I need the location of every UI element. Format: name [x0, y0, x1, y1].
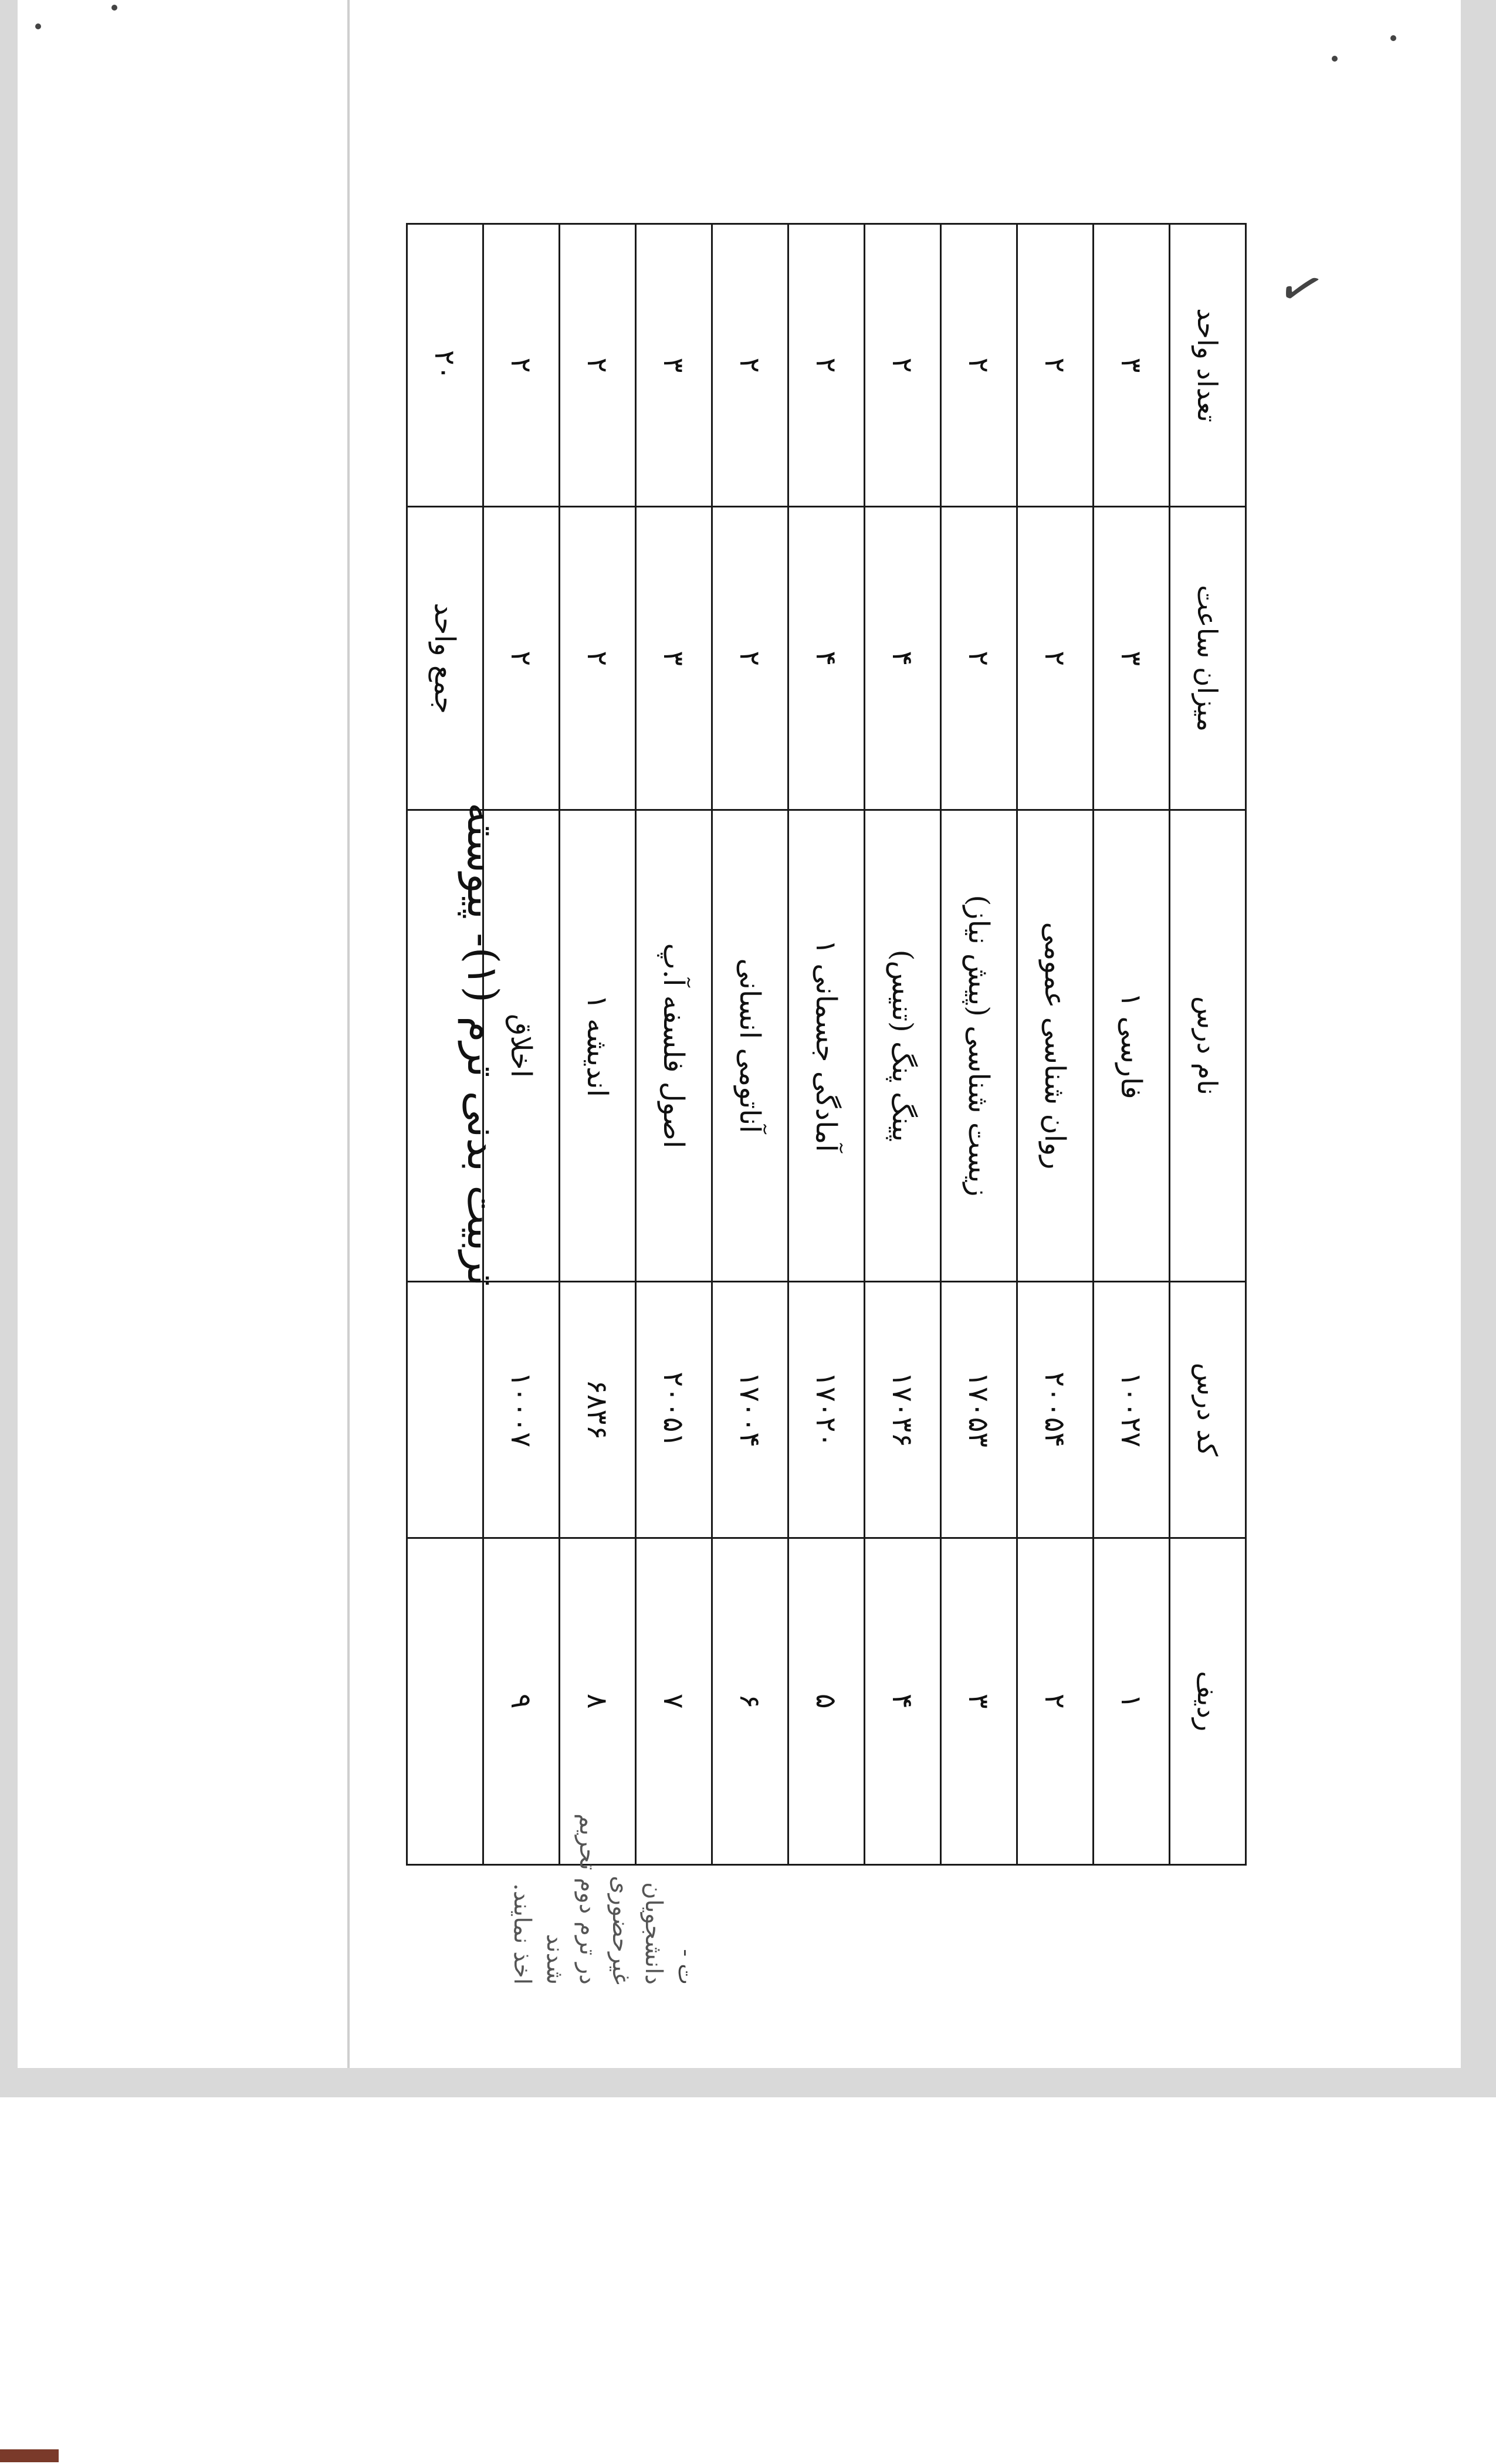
cell-row-number: ۹	[483, 1538, 560, 1864]
cell-course-name: آمادگی جسمانی ۱	[788, 810, 865, 1281]
cell-hours: ۲	[1017, 507, 1094, 810]
cell-units: ۳	[636, 224, 712, 507]
cell-hours: ۴	[788, 507, 865, 810]
table-row	[712, 224, 788, 1865]
header-hours: میزان ساعت	[1170, 507, 1246, 810]
cell-row-number: ۷	[636, 1538, 712, 1864]
course-table	[406, 223, 1247, 1866]
cell-units: ۲	[712, 224, 788, 507]
cell-units: ۲	[788, 224, 865, 507]
cell-course-code: ۲۰۰۵۱	[636, 1281, 712, 1538]
cell-row-number: ۵	[788, 1538, 865, 1864]
handwritten-note-line: در ترم دوم تحریم شدند	[541, 1813, 601, 1985]
cell-units: ۲	[483, 224, 560, 507]
cell-hours: ۲	[941, 507, 1017, 810]
cell-course-name: روان شناسی عمومی	[1017, 810, 1094, 1281]
cell-units: ۳	[1094, 224, 1170, 507]
header-units: تعداد واحد	[1170, 224, 1246, 507]
header-course-code: کد درس	[1170, 1281, 1246, 1538]
table-header-row	[1170, 224, 1246, 1865]
table-row	[560, 224, 636, 1865]
cell-course-code: ۱۷۰۰۴	[712, 1281, 788, 1538]
total-units-label: جمع واحد	[407, 507, 483, 810]
header-row-number: ردیف	[1170, 1538, 1246, 1864]
table-row	[636, 224, 712, 1865]
scan-speck	[111, 5, 117, 11]
total-units-value: ۲۰	[407, 224, 483, 507]
cell-row-number: ۳	[941, 1538, 1017, 1864]
cell-hours: ۳	[636, 507, 712, 810]
cell-hours: ۲	[712, 507, 788, 810]
footer-strip	[0, 2449, 59, 2462]
cell-row-number: ۲	[1017, 1538, 1094, 1864]
cell-row-number: ۶	[712, 1538, 788, 1864]
cell-units: ۲	[560, 224, 636, 507]
table-row	[1094, 224, 1170, 1865]
scan-speck	[35, 23, 41, 29]
cell-units: ۲	[1017, 224, 1094, 507]
scan-speck	[1390, 35, 1396, 41]
cell-units: ۲	[865, 224, 941, 507]
cell-course-name: فارسی ۱	[1094, 810, 1170, 1281]
scan-speck	[1332, 56, 1338, 62]
cell-course-name: اخلاق	[483, 810, 560, 1281]
cell-course-code: ۱۷۰۳۶	[865, 1281, 941, 1538]
handwritten-note	[506, 1809, 703, 1985]
cell-course-name: اصول فلسفه آ.پ	[636, 810, 712, 1281]
cell-row-number: ۱	[1094, 1538, 1170, 1864]
cell-course-code: ۱۰۰۲۷	[1094, 1281, 1170, 1538]
cell-course-code: ۱۷۰۲۰	[788, 1281, 865, 1538]
cell-row-number: ۸	[560, 1538, 636, 1864]
cell-hours: ۲	[483, 507, 560, 810]
cell-course-name: آناتومی انسانی	[712, 810, 788, 1281]
cell-course-name: پینگ پنگ (تنیس)	[865, 810, 941, 1281]
cell-course-code: ۲۰۰۵۴	[1017, 1281, 1094, 1538]
cell-course-code: ۱۰۰۰۷	[483, 1281, 560, 1538]
rotated-document	[249, 223, 1247, 1866]
table-row	[941, 224, 1017, 1865]
table-row	[788, 224, 865, 1865]
check-mark: ✓	[1270, 252, 1333, 326]
cell-row-number: ۴	[865, 1538, 941, 1864]
cell-course-name: اندیشه ۱	[560, 810, 636, 1281]
cell-course-code: ۶۸۳۶	[560, 1281, 636, 1538]
handwritten-note-line: اخذ نمایند.	[509, 1883, 536, 1985]
header-course-name: نام درس	[1170, 810, 1246, 1281]
document-title: تربیت بدنی ترم (۱)- پیوسته	[458, 802, 507, 1287]
cell-hours: ۳	[1094, 507, 1170, 810]
handwritten-signature: ت -	[673, 1949, 699, 1985]
handwritten-note-line: دانشجویان غیرحضوری	[607, 1876, 667, 1985]
cell-hours: ۲	[560, 507, 636, 810]
table-row	[865, 224, 941, 1865]
cell-hours: ۴	[865, 507, 941, 810]
cell-units: ۲	[941, 224, 1017, 507]
cell-course-name: زیست شناسی (پیش نیاز)	[941, 810, 1017, 1281]
table-row	[1017, 224, 1094, 1865]
cell-course-code: ۱۷۰۵۳	[941, 1281, 1017, 1538]
